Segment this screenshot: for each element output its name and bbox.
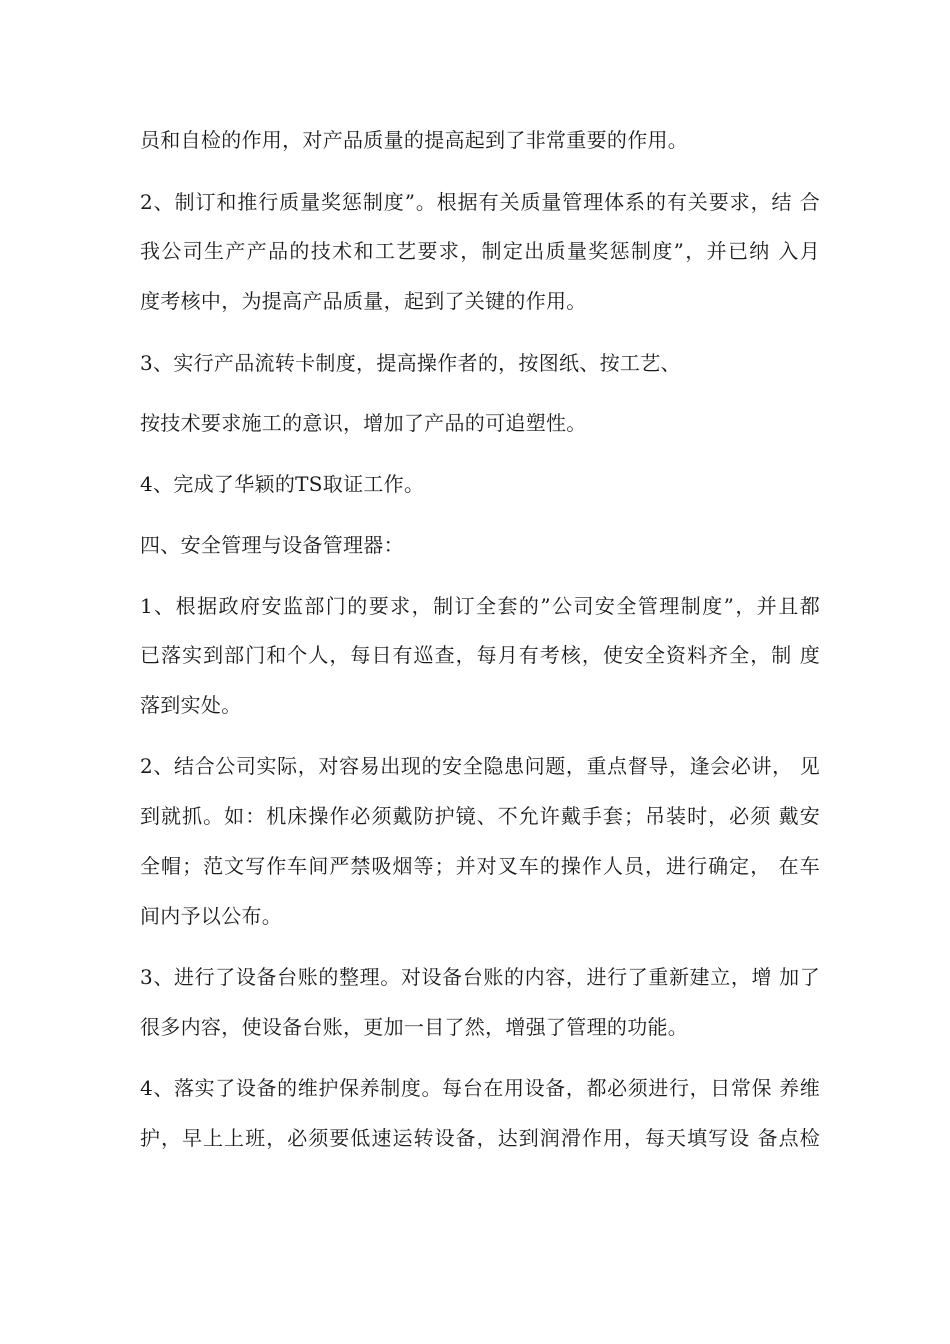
text-line: 按技术要求施工的意识，增加了产品的可追塑性。 xyxy=(140,411,587,435)
text-line: 我公司生产产品的技术和工艺要求，制定出质量奖惩制度”，并已纳 入月 xyxy=(140,239,820,263)
text-line: 4、完成了华颖的TS取证工作。 xyxy=(140,472,425,496)
text-line: 1、根据政府安监部门的要求，制订全套的”公司安全管理制度”，并且都 xyxy=(140,594,820,618)
text-line: 2、制订和推行质量奖惩制度”。根据有关质量管理体系的有关要求，结 合 xyxy=(140,190,820,214)
text-line: 全帽；范文写作车间严禁吸烟等；并对叉车的操作人员，进行确定， 在车 xyxy=(140,854,820,878)
text-line: 2、结合公司实际，对容易出现的安全隐患问题，重点督导，逢会必讲， 见 xyxy=(140,754,820,778)
section-heading: 四、安全管理与设备管理器： xyxy=(140,533,404,557)
text-line: 很多内容，使设备台账，更加一目了然，增强了管理的功能。 xyxy=(140,1015,689,1039)
text-line: 到就抓。如：机床操作必须戴防护镜、不允许戴手套；吊装时，必须 戴安 xyxy=(140,804,820,828)
text-line: 落到实处。 xyxy=(140,693,242,717)
text-line: 员和自检的作用，对产品质量的提高起到了非常重要的作用。 xyxy=(140,128,689,152)
text-line: 3、进行了设备台账的整理。对设备台账的内容，进行了重新建立，增 加了 xyxy=(140,965,820,989)
text-line: 度考核中，为提高产品质量，起到了关键的作用。 xyxy=(140,289,587,313)
text-line: 4、落实了设备的维护保养制度。每台在用设备，都必须进行，日常保 养维 xyxy=(140,1076,820,1100)
text-line: 护，早上上班，必须要低速运转设备，达到润滑作用，每天填写设 备点检 xyxy=(140,1126,820,1150)
text-line: 3、实行产品流转卡制度，提高操作者的，按图纸、按工艺、 xyxy=(140,351,681,375)
text-line: 间内予以公布。 xyxy=(140,904,283,928)
text-line: 已落实到部门和个人，每日有巡查，每月有考核，使安全资料齐全，制 度 xyxy=(140,643,820,667)
